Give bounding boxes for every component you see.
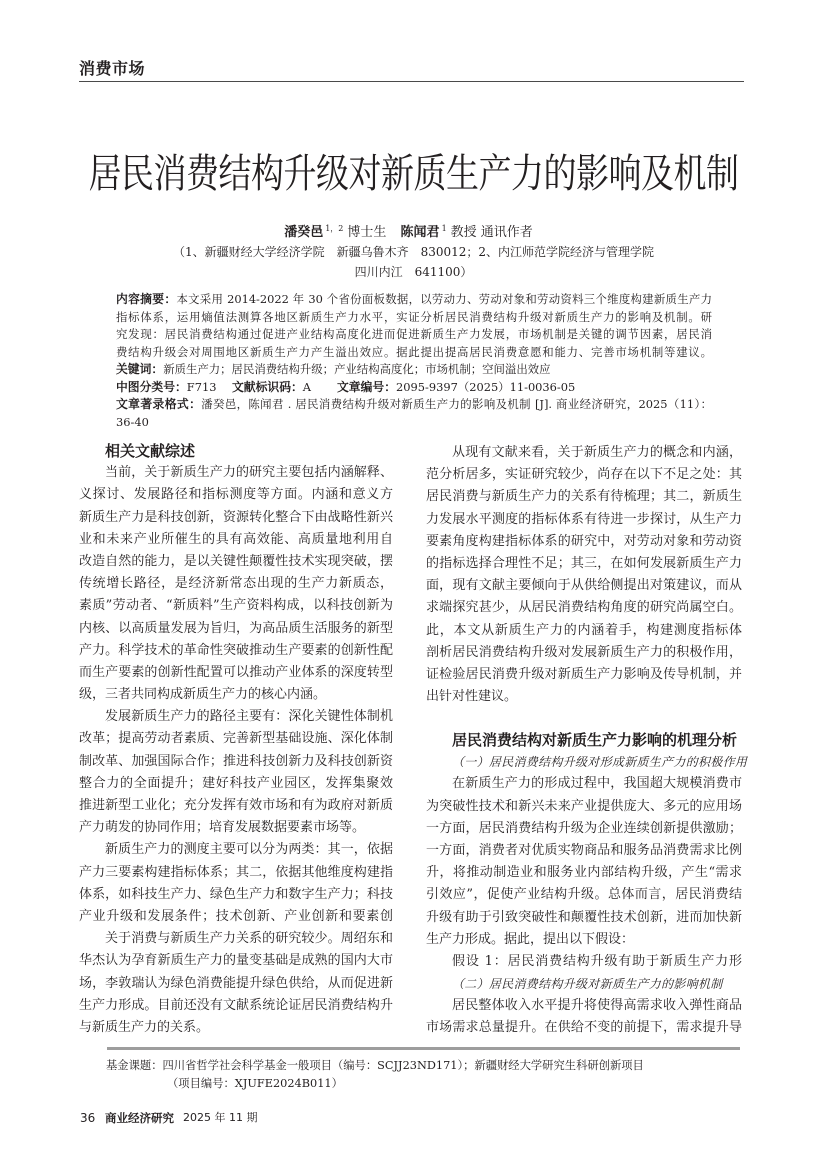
- text-line: 级，三者共同构成新质生产力的核心内涵。: [79, 687, 327, 703]
- text-line: 居民消费与新质生产力的关系有待梳理；其二，新质生: [426, 489, 742, 505]
- text-line: 此，本文从新质生产力的内涵着手，构建测度指标体: [426, 622, 742, 638]
- text-line: 改革；提高劳动者素质、完善新型基础设施、深化体制: [79, 731, 393, 747]
- text-line: 而生产要素的创新性配置可以推动产业体系的深度转型: [79, 664, 393, 680]
- text-line: 场，李敦瑞认为绿色消费能提升绿色供给，从而促进新: [79, 975, 393, 991]
- text-line: 假设 1：居民消费结构升级有助于新质生产力形: [452, 953, 742, 969]
- article-number-item: [337, 379, 575, 397]
- running-header-section: 消费市场: [79, 59, 146, 78]
- keywords-line: [116, 361, 712, 379]
- author-name: 陈闻君: [400, 225, 440, 240]
- text-line: 改造自然的能力，是以关键性颠覆性技术实现突破，摆: [79, 553, 393, 569]
- affiliation-line: （1、新疆财经大学经济学院 新疆乌鲁木齐 830012；2、内江师范学院经济与管理学院: [172, 245, 655, 259]
- left-column: [79, 440, 393, 1039]
- text-line: 当前，关于新质生产力的研究主要包括内涵解释、: [105, 465, 393, 481]
- text-line: 市场需求总量提升。在供给不变的前提下，需求提升导: [426, 1020, 742, 1036]
- section-heading: 居民消费结构对新质生产力影响的机理分析: [452, 731, 738, 749]
- fund-note-line: （项目编号：XJUFE2024B011）: [167, 1077, 343, 1090]
- article-number-label: 文章编号：: [337, 379, 396, 394]
- text-line: 升级有助于引致突破性和颠覆性技术创新，进而加快新: [426, 909, 742, 925]
- text-line: 生产力形成。目前还没有文献系统论证居民消费结构升: [79, 997, 393, 1013]
- abstract-label: 内容摘要：: [116, 292, 177, 306]
- text-line: 整合力的全面提升；建好科技产业园区，发挥集聚效: [79, 775, 393, 791]
- citation-label: 文章著录格式：: [116, 397, 202, 411]
- text-line: 体系，如科技生产力、绿色生产力和数字生产力；科技: [79, 886, 393, 902]
- text-line: 制改革、加强国际合作；推进科技创新力及科技创新资: [79, 753, 393, 769]
- text-line: 证检验居民消费升级对新质生产力影响及传导机制，并: [426, 666, 742, 682]
- clc-label: 中图分类号：: [116, 379, 187, 394]
- text-line: 引效应”，促使产业结构升级。总体而言，居民消费结: [426, 887, 742, 903]
- text-line: 居民整体收入水平提升将使得高需求收入弹性商品: [452, 998, 742, 1014]
- text-line: 生产力形成。据此，提出以下假设：: [426, 931, 635, 947]
- text-line: 升，将推动制造业和服务业内部结构升级，产生“需求: [426, 865, 742, 881]
- text-line: 的指标选择合理性不足；其三，在如何发展新质生产力: [426, 555, 742, 571]
- text-line: 业和未来产业所催生的具有高效能、高质量地利用自: [79, 531, 393, 547]
- citation-line: [116, 396, 712, 414]
- journal-issue: 2025 年 11 期: [183, 1111, 258, 1124]
- text-line: 关于消费与新质生产力关系的研究较少。周绍东和: [105, 931, 393, 947]
- text-line: 义探讨、发展路径和指标测度等方面。内涵和意义方: [79, 487, 393, 503]
- text-line: 推进新型工业化；充分发挥有效市场和有为政府对新质: [79, 798, 393, 813]
- header-rule: [79, 81, 744, 82]
- text-line: 与新质生产力的关系。: [79, 1019, 210, 1035]
- abstract-text: 本文采用 2014-2022 年 30 个省份面板数据，以劳动力、劳动对象和劳动资料三个维度构建新质生产力: [176, 292, 712, 306]
- affiliation-line: 四川内江 641100）: [354, 265, 473, 279]
- text-line: 内核、以高质量发展为旨归，为高品质生活服务的新型: [79, 620, 393, 636]
- clc-item: [116, 379, 216, 397]
- section-heading: 相关文献综述: [105, 442, 196, 460]
- text-line: 从现有文献来看，关于新质生产力的概念和内涵，: [452, 445, 742, 460]
- text-line: 产力萌发的协同作用；培育发展数据要素市场等。: [79, 820, 366, 836]
- author-line: [0, 219, 827, 243]
- doc-code-value: A: [302, 379, 312, 394]
- citation-line: 36-40: [116, 414, 149, 429]
- text-line: 为突破性技术和新兴未来产业提供庞大、多元的应用场: [426, 798, 742, 814]
- keywords-label: 关键词：: [116, 362, 164, 376]
- fund-note-line: 基金课题：四川省哲学社会科学基金一般项目（编号：SCJJ23ND171）；新疆财经大学研究生科研创新项目: [106, 1059, 644, 1072]
- classification-line: [116, 379, 712, 397]
- text-line: 面，现有文献主要倾向于从供给侧提出对策建议，而从: [426, 578, 742, 594]
- abstract-block: [116, 291, 712, 431]
- text-line: 范分析居多，实证研究较少，尚存在以下不足之处：其: [426, 467, 742, 483]
- author-name: 潘癸邑: [284, 225, 324, 240]
- article-number-value: 2095-9397（2025）11-0036-05: [396, 379, 576, 394]
- text-line: 产力。科学技术的革命性突破推动生产要素的创新性配: [79, 642, 393, 658]
- citation-text: 潘癸邑，陈闻君 . 居民消费结构升级对新质生产力的影响及机制 [J]. 商业经济研究，2025（11）：: [201, 397, 712, 411]
- text-line: 传统增长路径，是经济新常态出现的生产力新质态，: [79, 576, 393, 592]
- text-line: 力发展水平测度的指标体系有待进一步探讨，从生产力: [426, 511, 742, 527]
- abstract-line: [116, 291, 712, 309]
- abstract-line: 指标体系，运用熵值法测算各地区新质生产力水平，实证分析居民消费结构升级对新质生产力的影响及机制。研: [116, 309, 712, 324]
- keywords-text: 新质生产力；居民消费结构升级；产业结构高度化；市场机制；空间溢出效应: [163, 362, 551, 376]
- text-line: 在新质生产力的形成过程中，我国超大规模消费市: [452, 776, 742, 792]
- text-line: 求端探究甚少，从居民消费结构角度的研究尚属空白。: [426, 600, 742, 616]
- text-line: 出针对性建议。: [426, 689, 518, 705]
- article-title: 居民消费结构升级对新质生产力的影响及机制: [88, 150, 739, 197]
- text-line: 发展新质生产力的路径主要有：深化关键性体制机: [105, 709, 393, 725]
- text-line: 一方面，消费者对优质实物商品和服务品消费需求比例: [426, 842, 742, 858]
- journal-name: 商业经济研究: [105, 1111, 174, 1125]
- author-affiliation-mark: 1: [441, 224, 447, 233]
- abstract-line: 究发现：居民消费结构通过促进产业结构高度化进而促进新质生产力发展，市场机制是关键的调节因素，居民消: [116, 327, 712, 341]
- right-column-section: [426, 729, 748, 1040]
- clc-value: F713: [186, 379, 217, 394]
- text-line: 产力三要素构建指标体系；其二，依据其他维度构建指: [79, 864, 393, 880]
- text-line: 剖析居民消费结构升级对发展新质生产力的积极作用，: [426, 644, 742, 660]
- author-role: 教授 通讯作者: [450, 225, 533, 240]
- text-line: 素质”劳动者、“新质料”生产资料构成，以科技创新为: [79, 598, 393, 614]
- footnote-rule: [107, 1047, 740, 1050]
- text-line: 新质生产力的测度主要可以分为两类：其一，依据: [105, 842, 393, 858]
- text-line: 要素角度构建指标体系的研究中，对劳动对象和劳动资: [426, 533, 742, 549]
- abstract-line: 费结构升级会对周围地区新质生产力产生溢出效应。据此提出提高居民消费意愿和能力、完善市场机制等建议。: [116, 344, 712, 359]
- text-line: 新质生产力是科技创新，资源转化整合下由战略性新兴: [79, 509, 393, 525]
- text-line: 产业升级和发展条件；技术创新、产业创新和要素创: [79, 908, 393, 924]
- doc-code-item: [232, 379, 311, 397]
- author-role: 博士生: [347, 225, 387, 240]
- subsection-heading: （一）居民消费结构升级对形成新质生产力的积极作用: [452, 755, 748, 770]
- page-number: 36: [80, 1111, 96, 1125]
- author-affiliation-mark: 1，2: [325, 224, 344, 233]
- doc-code-label: 文献标识码：: [232, 379, 303, 394]
- text-line: 华杰认为孕育新质生产力的量变基础是成熟的国内大市: [79, 953, 393, 969]
- right-column-top: [426, 442, 742, 708]
- text-line: 一方面，居民消费结构升级为企业连续创新提供激励；: [426, 820, 742, 836]
- subsection-heading: （二）居民消费结构升级对新质生产力的影响机制: [452, 977, 723, 992]
